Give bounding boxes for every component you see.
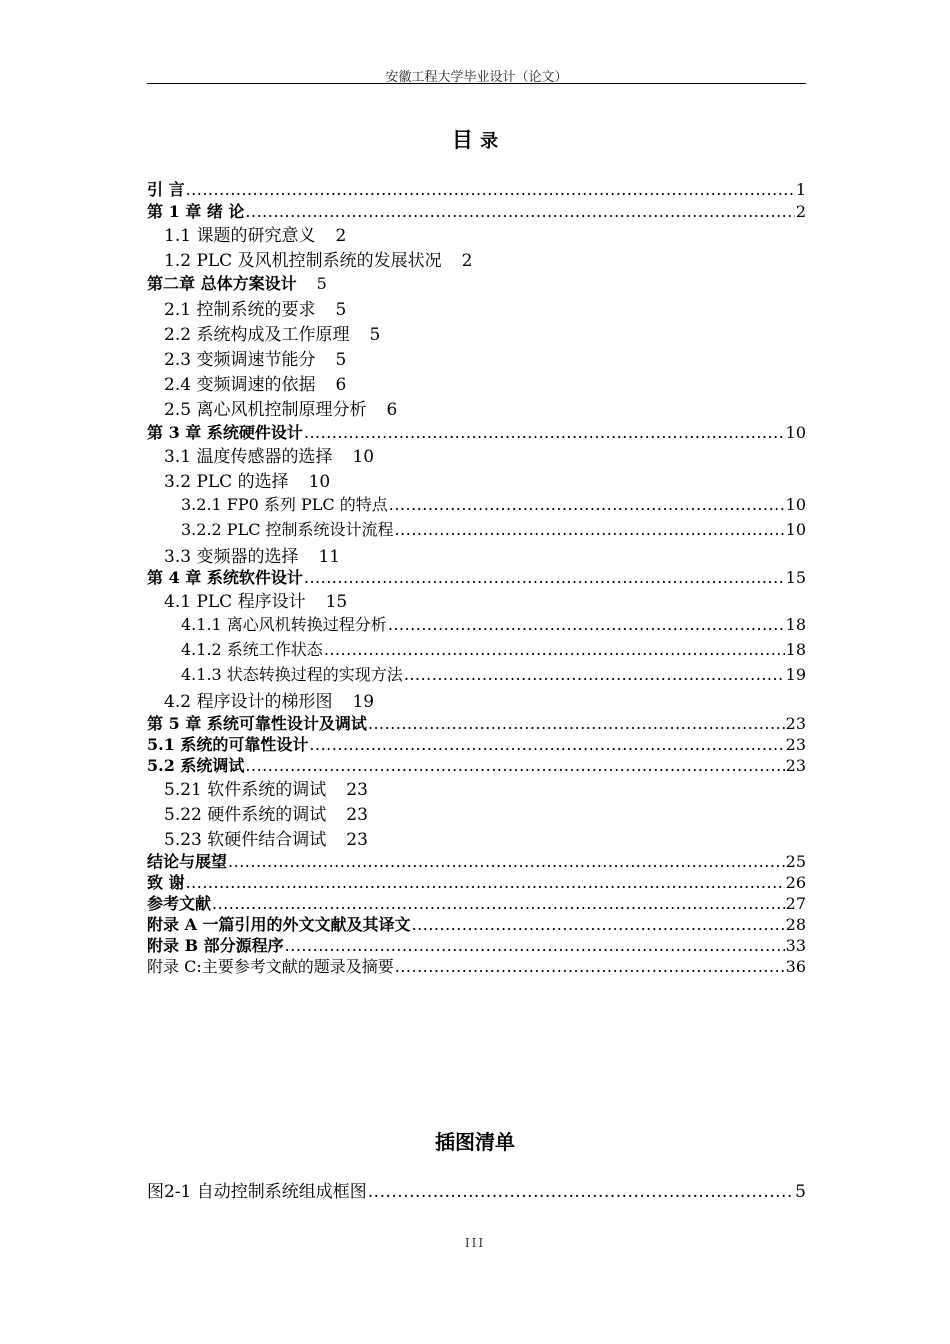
toc-entry-title: 附录 C:主要参考文献的题录及摘要 [147, 957, 394, 976]
toc-entry-title: 引 言 [147, 180, 185, 199]
toc-entry-title: 5.23 软硬件结合调试 [164, 830, 327, 850]
toc-title-small: 录 [480, 131, 499, 152]
dot-leader [304, 568, 785, 587]
toc-entry[interactable] [147, 753, 806, 776]
toc-entry-title: 3.2.2 PLC 控制系统设计流程 [181, 520, 394, 539]
toc-entry-title: 附录 B 部分源程序 [147, 936, 284, 955]
toc-entry-title: 参考文献 [147, 894, 212, 913]
toc-entry[interactable] [164, 370, 806, 395]
toc-entry-page: 18 [785, 640, 806, 659]
dot-leader [368, 714, 785, 733]
toc-entry-title: 4.1.3 状态转换过程的实现方法 [181, 665, 403, 684]
toc-entry-title: 3.3 变频器的选择 [164, 547, 299, 567]
toc-entry-title: 5.2 系统调试 [147, 756, 245, 775]
toc-entry-page: 5 [335, 300, 347, 320]
running-header: 安徽工程大学毕业设计（论文） [385, 70, 568, 85]
toc-entry-title: 5.22 硬件系统的调试 [164, 805, 327, 825]
toc-entry[interactable] [147, 177, 806, 200]
toc-entry[interactable] [164, 825, 806, 850]
toc-title-main: 目 [451, 127, 473, 152]
toc-entry-page: 1 [795, 180, 806, 199]
toc-entry-page: 23 [785, 756, 806, 775]
toc-entry-title: 第二章 总体方案设计 [147, 274, 297, 293]
dot-leader [304, 423, 785, 442]
toc-entry-title: 3.2 PLC 的选择 [164, 472, 289, 492]
dot-leader [368, 1182, 794, 1202]
toc-entry-page: 2 [795, 202, 806, 221]
toc-entry-page: 10 [785, 423, 806, 442]
dot-leader [228, 852, 785, 871]
toc-entry-title: 5.1 系统的可靠性设计 [147, 735, 309, 754]
figure-entry-page: 5 [795, 1182, 806, 1202]
toc-entry[interactable] [147, 420, 806, 443]
toc-entry-page: 28 [785, 915, 806, 934]
toc-entry-title: 1.2 PLC 及风机控制系统的发展状况 [164, 251, 442, 271]
toc-entry[interactable] [164, 345, 806, 370]
dot-leader [404, 665, 785, 684]
dot-leader [309, 735, 784, 754]
toc-entry[interactable] [147, 271, 806, 294]
dot-leader [212, 894, 785, 913]
toc-entry-page: 36 [785, 957, 806, 976]
dot-leader [186, 873, 785, 892]
dot-leader [388, 615, 785, 634]
toc-entry-page: 25 [785, 852, 806, 871]
dot-leader [245, 756, 784, 775]
toc-entry[interactable] [147, 732, 806, 755]
toc-entry-page: 5 [369, 325, 381, 345]
toc-entry-page: 6 [335, 375, 347, 395]
toc-entry-title: 2.5 离心风机控制原理分析 [164, 400, 367, 420]
toc-entry[interactable] [147, 711, 806, 734]
toc-entry-title: 第 3 章 系统硬件设计 [147, 423, 303, 442]
dot-leader [285, 936, 785, 955]
toc-entry[interactable] [164, 800, 806, 825]
toc-entry[interactable] [147, 933, 806, 956]
toc-entry[interactable] [164, 775, 806, 800]
toc-entry-page: 2 [335, 226, 347, 246]
toc-entry-page: 23 [785, 735, 806, 754]
toc-entry[interactable] [181, 662, 806, 685]
toc-entry-title: 附录 A 一篇引用的外文文献及其译文 [147, 915, 411, 934]
toc-entry-page: 18 [785, 615, 806, 634]
toc-entry-page: 11 [318, 547, 341, 567]
figures-title: 插图清单 [435, 1130, 515, 1154]
toc-entry[interactable] [164, 542, 806, 567]
toc-entry-title: 3.1 温度传感器的选择 [164, 447, 333, 467]
toc-entry[interactable] [164, 221, 806, 246]
toc-entry[interactable] [181, 612, 806, 635]
toc-entry-page: 10 [785, 495, 806, 514]
toc-entry[interactable] [181, 492, 806, 515]
toc-entry-page: 15 [785, 568, 806, 587]
toc-entry-title: 2.3 变频调速节能分 [164, 350, 316, 370]
toc-entry-page: 23 [346, 780, 368, 800]
toc-entry[interactable] [164, 587, 806, 612]
dot-leader [389, 495, 785, 514]
toc-entry[interactable] [181, 517, 806, 540]
toc-entry-title: 4.2 程序设计的梯形图 [164, 692, 333, 712]
toc-entry-title: 3.2.1 FP0 系列 PLC 的特点 [181, 495, 388, 514]
figure-entry[interactable] [147, 1177, 806, 1202]
page-number: III [464, 1236, 486, 1250]
dot-leader [324, 640, 785, 659]
toc-entry-title: 4.1 PLC 程序设计 [164, 592, 306, 612]
dot-leader [412, 915, 785, 934]
toc-entry-page: 19 [785, 665, 806, 684]
toc-entry-title: 致 谢 [147, 873, 185, 892]
toc-entry[interactable] [164, 442, 806, 467]
toc-entry[interactable] [164, 687, 806, 712]
dot-leader [395, 957, 785, 976]
toc-entry[interactable] [164, 395, 806, 420]
toc-entry-page: 26 [785, 873, 806, 892]
toc-entry[interactable] [147, 849, 806, 872]
toc-entry-page: 5 [316, 274, 327, 293]
figure-entry-title: 图2-1 自动控制系统组成框图 [147, 1182, 367, 1202]
toc-entry-page: 27 [785, 894, 806, 913]
toc-entry-title: 第 1 章 绪 论 [147, 202, 245, 221]
toc-entry-title: 1.1 课题的研究意义 [164, 226, 316, 246]
toc-entry-title: 第 5 章 系统可靠性设计及调试 [147, 714, 367, 733]
toc-entry-page: 23 [346, 805, 368, 825]
toc-entry[interactable] [164, 467, 806, 492]
toc-entry[interactable] [147, 870, 806, 893]
toc-entry-page: 10 [352, 447, 375, 467]
dot-leader [395, 520, 785, 539]
toc-entry-title: 5.21 软件系统的调试 [164, 780, 327, 800]
toc-entry[interactable] [147, 954, 806, 977]
toc-entry[interactable] [147, 199, 806, 222]
toc-entry-page: 19 [352, 692, 375, 712]
toc-entry[interactable] [147, 912, 806, 935]
toc-entry-title: 4.1.1 离心风机转换过程分析 [181, 615, 387, 634]
toc-entry-page: 10 [785, 520, 806, 539]
toc-entry-title: 4.1.2 系统工作状态 [181, 640, 323, 659]
toc-entry-page: 15 [325, 592, 348, 612]
header-rule [147, 83, 806, 84]
toc-entry-page: 6 [386, 400, 398, 420]
toc-entry-title: 2.1 控制系统的要求 [164, 300, 316, 320]
toc-entry-page: 23 [785, 714, 806, 733]
toc-entry[interactable] [164, 246, 806, 271]
toc-entry-title: 第 4 章 系统软件设计 [147, 568, 303, 587]
toc-entry[interactable] [147, 891, 806, 914]
toc-entry-title: 结论与展望 [147, 852, 228, 871]
toc-entry-page: 5 [335, 350, 347, 370]
toc-entry-title: 2.4 变频调速的依据 [164, 375, 316, 395]
toc-entry[interactable] [181, 637, 806, 660]
dot-leader [186, 180, 795, 199]
toc-entry[interactable] [164, 295, 806, 320]
dot-leader [245, 202, 794, 221]
toc-entry-page: 2 [461, 251, 473, 271]
toc-entry[interactable] [147, 565, 806, 588]
toc-entry-title: 2.2 系统构成及工作原理 [164, 325, 350, 345]
toc-entry-page: 23 [346, 830, 368, 850]
toc-entry-page: 10 [308, 472, 331, 492]
toc-title [0, 124, 950, 154]
toc-entry[interactable] [164, 320, 806, 345]
toc-entry-page: 33 [785, 936, 806, 955]
